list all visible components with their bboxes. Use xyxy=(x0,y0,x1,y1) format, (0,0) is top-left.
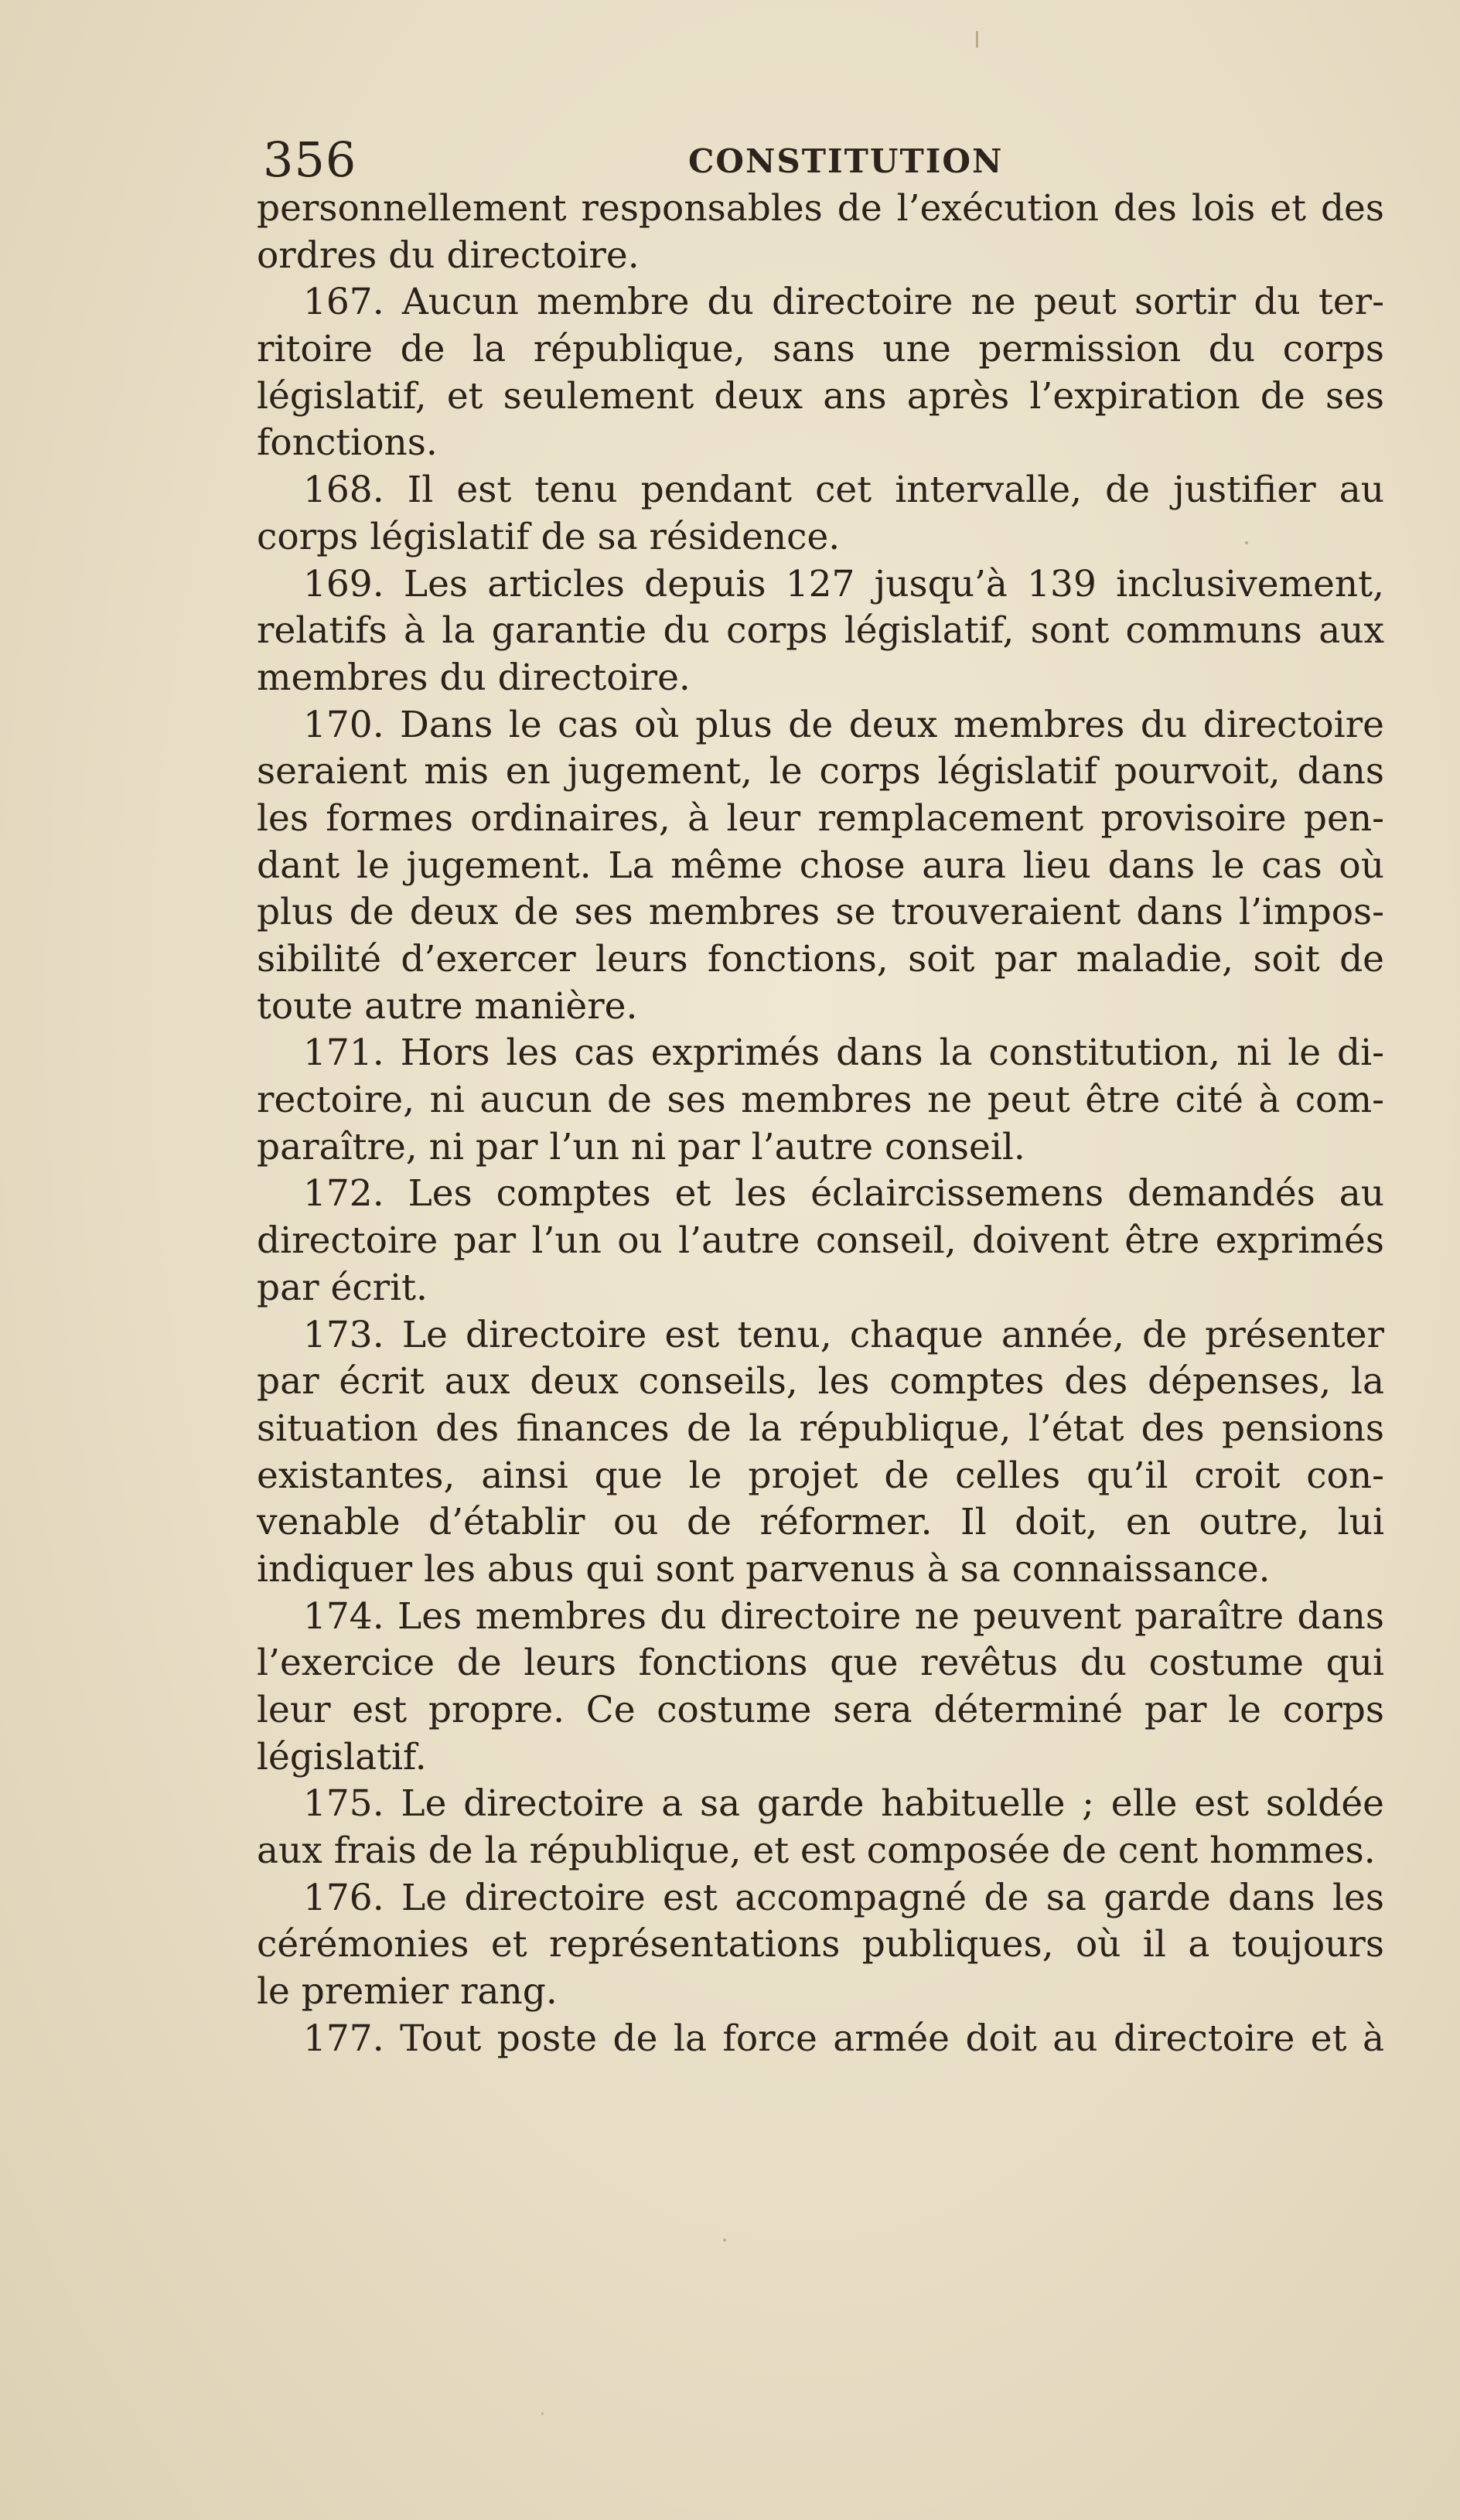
page-header xyxy=(263,131,1384,193)
text-line: 167. Aucun membre du directoire ne peut sortir du ter- xyxy=(303,281,1384,324)
text-line: aux frais de la république, et est composée de cent hommes. xyxy=(257,1829,1376,1873)
text-line: fonctions. xyxy=(257,421,438,465)
text-line: 174. Les membres du directoire ne peuvent paraître dans xyxy=(303,1594,1384,1638)
text-line: personnellement responsables de l’exécution des lois et des xyxy=(257,187,1384,230)
paper-speck xyxy=(723,2239,726,2242)
page-number: 356 xyxy=(263,131,357,188)
text-line: l’exercice de leurs fonctions que revêtus du costume qui xyxy=(257,1642,1384,1685)
text-line: par écrit. xyxy=(257,1266,428,1309)
text-line: 175. Le directoire a sa garde habituelle ; elle est soldée xyxy=(303,1782,1384,1826)
text-line: 170. Dans le cas où plus de deux membres du directoire xyxy=(303,703,1384,746)
paper-speck xyxy=(541,2413,544,2415)
text-line: législatif. xyxy=(257,1735,427,1778)
text-line: le premier rang. xyxy=(257,1970,558,2014)
text-line: leur est propre. Ce costume sera déterminé par le corps xyxy=(257,1689,1384,1731)
text-line: directoire par l’un ou l’autre conseil, doivent être exprimés xyxy=(257,1219,1384,1263)
text-line: 172. Les comptes et les éclaircissemens demandés au xyxy=(303,1172,1384,1216)
text-line: dant le jugement. La même chose aura lieu dans le cas où xyxy=(257,844,1384,887)
text-line: ordres du directoire. xyxy=(257,234,640,277)
text-line: 176. Le directoire est accompagné de sa garde dans les xyxy=(303,1876,1384,1919)
text-line: cérémonies et représentations publiques, où il a toujours xyxy=(257,1923,1384,1966)
text-line: ritoire de la république, sans une permission du corps xyxy=(257,328,1384,371)
text-line: situation des finances de la république, l’état des pensions xyxy=(257,1407,1384,1450)
text-line: plus de deux de ses membres se trouveraient dans l’impos- xyxy=(257,891,1384,934)
running-title: CONSTITUTION xyxy=(688,142,1004,180)
text-line: membres du directoire. xyxy=(257,656,691,699)
text-line: 173. Le directoire est tenu, chaque année, de présenter xyxy=(303,1313,1384,1356)
text-line: 168. Il est tenu pendant cet intervalle, de justifier au xyxy=(303,469,1384,512)
text-line: toute autre manière. xyxy=(257,984,638,1028)
text-line: seraient mis en jugement, le corps législatif pourvoit, dans xyxy=(257,750,1384,793)
text-line: 169. Les articles depuis 127 jusqu’à 139 inclusivement, xyxy=(303,562,1384,605)
text-line: venable d’établir ou de réformer. Il doit, en outre, lui xyxy=(257,1501,1384,1544)
text-line: 171. Hors les cas exprimés dans la constitution, ni le di- xyxy=(303,1032,1384,1075)
paper-speck xyxy=(976,31,978,48)
text-line: existantes, ainsi que le projet de celles qu’il croit con- xyxy=(257,1454,1384,1497)
text-line: législatif, et seulement deux ans après l’expiration de ses xyxy=(257,374,1384,418)
body-text xyxy=(257,186,1384,2063)
text-line: corps législatif de sa résidence. xyxy=(257,515,841,558)
text-line: rectoire, ni aucun de ses membres ne peut être cité à com- xyxy=(257,1079,1384,1122)
text-line: les formes ordinaires, à leur remplacement provisoire pen- xyxy=(257,796,1384,840)
text-line: paraître, ni par l’un ni par l’autre conseil. xyxy=(257,1125,1025,1168)
text-line: relatifs à la garantie du corps législatif, sont communs aux xyxy=(257,609,1384,653)
text-line: sibilité d’exercer leurs fonctions, soit par maladie, soit de xyxy=(257,938,1384,980)
text-line: indiquer les abus qui sont parvenus à sa connaissance. xyxy=(257,1547,1271,1591)
paper-speck xyxy=(1245,541,1248,544)
text-line: 177. Tout poste de la force armée doit au directoire et à xyxy=(303,2017,1384,2060)
text-line: par écrit aux deux conseils, les comptes des dépenses, la xyxy=(257,1360,1384,1403)
